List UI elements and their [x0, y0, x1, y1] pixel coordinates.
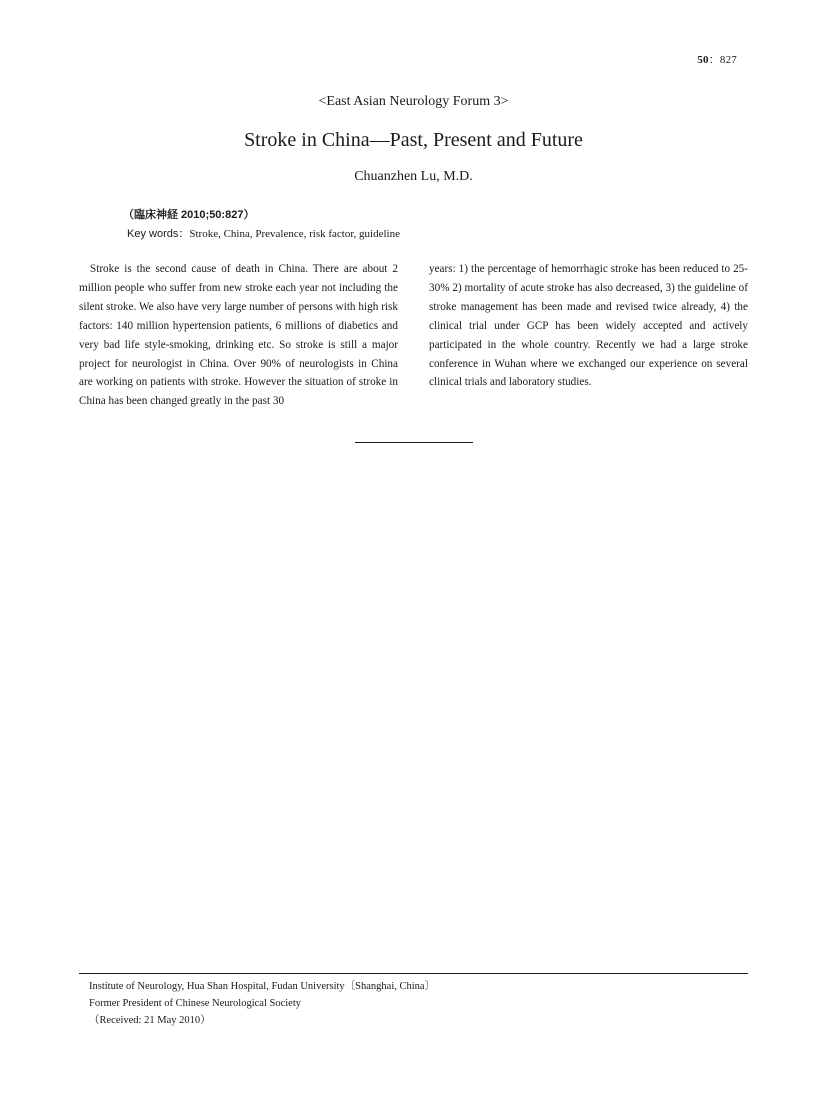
footnote-divider [79, 973, 748, 974]
forum-heading: <East Asian Neurology Forum 3> [318, 94, 509, 109]
citation: （臨床神経 2010;50:827） [123, 209, 255, 221]
keywords [127, 225, 400, 241]
footnote-received: （Received: 21 May 2010） [89, 1015, 211, 1026]
page-number [697, 51, 737, 67]
body-paragraph-right: years: 1) the percentage of hemorrhagic stroke has been reduced to 25-30% 2) mortality of acute stroke has also decreased, 3) the guideline of stroke management has been made and revised twice already, 4) the clinical trial under GCP has been widely accepted and actively participated in the whole country. Recently we had a large stroke conference in Wuhan where we exchanged our experience on several clinical trials and laboratory studies. [429, 263, 748, 389]
footnote [89, 978, 435, 1029]
volume-number: 50 [697, 54, 709, 66]
body-paragraph-left: Stroke is the second cause of death in China. There are about 2 million people who suffer from new stroke each year not including the silent stroke. We also have very large number of persons with high risk factors: 140 million hypertension patients, 6 millions of diabetics and very bad life style-smoking, drinking etc. So stroke is still a major project for neurologist in China. Over 90% of neurologists in China are working on patients with stroke. However the situation of stroke in China has been changed greatly in the past 30 [79, 263, 398, 408]
page-separator: ： [708, 54, 720, 66]
body-left-column [79, 260, 398, 411]
keywords-terms: Stroke, China, Prevalence, risk factor, guideline [189, 228, 400, 240]
body-right-column [429, 260, 748, 392]
keywords-label: Key words： [127, 228, 190, 240]
author-name: Chuanzhen Lu, M.D. [354, 169, 473, 184]
page-number-value: 827 [719, 54, 737, 66]
article-title: Stroke in China—Past, Present and Future [244, 129, 583, 151]
article-end-rule [355, 442, 473, 443]
footnote-affiliation: Institute of Neurology, Hua Shan Hospital, Fudan University〔Shanghai, China〕 [89, 981, 436, 992]
footnote-position: Former President of Chinese Neurological Society [89, 998, 301, 1009]
